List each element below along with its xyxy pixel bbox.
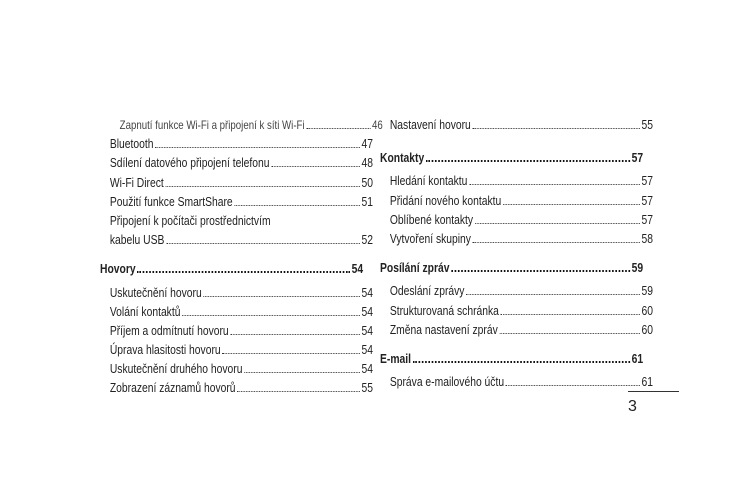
toc-leader <box>166 243 360 244</box>
toc-leader <box>137 271 350 273</box>
toc-entry[interactable] <box>100 135 373 154</box>
toc-entry[interactable] <box>100 284 373 303</box>
toc-leader <box>501 314 640 315</box>
toc-leader <box>473 242 640 243</box>
toc-entry-page: 51 <box>361 194 373 209</box>
toc-section-hovory[interactable] <box>100 260 363 279</box>
toc-entry[interactable] <box>380 373 653 392</box>
toc-leader <box>475 223 640 224</box>
toc-leader <box>237 391 360 392</box>
toc-entry-title: Strukturovaná schránka <box>389 303 499 318</box>
toc-section-title: E-mail <box>380 351 411 366</box>
toc-entry-page: 54 <box>361 343 373 358</box>
toc-entry[interactable] <box>380 321 653 340</box>
toc-entry-title: Volání kontaktů <box>109 304 181 319</box>
toc-entry-page: 48 <box>361 156 373 171</box>
toc-entry-page: 46 <box>372 118 383 132</box>
toc-leader <box>306 128 370 129</box>
toc-entry-title: Správa e-mailového účtu <box>389 375 505 390</box>
toc-left-column <box>100 116 383 399</box>
toc-entry-page: 59 <box>641 284 653 299</box>
toc-section-title: Hovory <box>100 262 136 277</box>
toc-leader <box>469 184 640 185</box>
toc-entry[interactable] <box>100 116 383 135</box>
toc-entry-page: 50 <box>361 175 373 190</box>
toc-entry[interactable] <box>380 211 653 230</box>
toc-section-title: Posílání zpráv <box>380 261 450 276</box>
toc-entry-title: Nastavení hovoru <box>389 118 471 132</box>
toc-entry-title: Bluetooth <box>109 137 154 152</box>
toc-entry-title: Zobrazení záznamů hovorů <box>109 381 236 396</box>
toc-entry-title: Změna nastavení zpráv <box>389 322 498 337</box>
toc-right-column <box>380 116 653 392</box>
toc-leader <box>203 296 359 297</box>
toc-section-page: 57 <box>631 151 644 166</box>
toc-leader <box>230 334 360 335</box>
toc-entry-page: 52 <box>361 233 373 248</box>
toc-entry-title: Wi-Fi Direct <box>109 175 164 190</box>
toc-entry-page: 60 <box>641 303 653 318</box>
toc-leader <box>472 128 639 129</box>
toc-entry-page: 61 <box>641 375 653 390</box>
toc-entry-page: 60 <box>641 322 653 337</box>
toc-entry-title: Úprava hlasitosti hovoru <box>109 343 221 358</box>
toc-entry[interactable] <box>100 174 373 193</box>
toc-entry-title: Připojení k počítači prostřednictvím <box>109 213 271 228</box>
toc-leader <box>155 147 360 148</box>
toc-leader <box>271 166 360 167</box>
toc-section-kontakty[interactable] <box>380 149 643 168</box>
toc-section-page: 59 <box>631 261 644 276</box>
toc-entry-title: Hledání kontaktu <box>389 174 468 189</box>
toc-entry-page: 47 <box>361 137 373 152</box>
toc-entry-title-cont: kabelu USB <box>109 233 165 248</box>
toc-entry-title: Uskutečnění hovoru <box>109 285 202 300</box>
toc-entry-title: Odeslání zprávy <box>389 284 465 299</box>
page-number-rule <box>628 391 679 392</box>
toc-leader <box>426 160 630 162</box>
toc-entry[interactable] <box>380 302 653 321</box>
toc-entry-title: Oblíbené kontakty <box>389 212 474 227</box>
toc-entry-page: 54 <box>361 323 373 338</box>
toc-leader <box>413 361 630 363</box>
toc-entry[interactable] <box>380 282 653 301</box>
toc-entry[interactable] <box>100 193 373 212</box>
toc-entry-title: Uskutečnění druhého hovoru <box>109 362 243 377</box>
toc-section-page: 54 <box>351 262 364 277</box>
toc-entry-title: Vytvoření skupiny <box>389 231 471 246</box>
toc-section-page: 61 <box>631 351 644 366</box>
toc-entry-first-line[interactable] <box>100 212 373 231</box>
toc-leader <box>499 333 639 334</box>
toc-section-title: Kontakty <box>380 151 425 166</box>
toc-entry-page: 57 <box>641 212 653 227</box>
toc-entry-page: 55 <box>361 381 373 396</box>
page-number: 3 <box>628 398 637 415</box>
toc-leader <box>451 270 630 272</box>
toc-entry-page: 55 <box>641 118 653 132</box>
toc-leader <box>234 205 359 206</box>
toc-leader <box>182 315 360 316</box>
toc-entry[interactable] <box>100 341 373 360</box>
toc-leader <box>503 204 640 205</box>
toc-section-posilani-zprav[interactable] <box>380 259 643 278</box>
toc-entry-page: 58 <box>641 231 653 246</box>
toc-entry[interactable] <box>100 379 373 398</box>
toc-entry[interactable] <box>100 322 373 341</box>
toc-entry[interactable] <box>380 116 653 135</box>
toc-entry-page: 54 <box>361 362 373 377</box>
toc-entry-title: Použití funkce SmartShare <box>109 194 233 209</box>
toc-entry-page: 57 <box>641 193 653 208</box>
toc-entry-title: Sdílení datového připojení telefonu <box>109 156 270 171</box>
toc-entry[interactable] <box>100 360 373 379</box>
toc-entry-page: 54 <box>361 285 373 300</box>
toc-entry-continuation[interactable] <box>100 231 373 250</box>
toc-entry[interactable] <box>100 154 373 173</box>
toc-leader <box>506 385 640 386</box>
toc-entry[interactable] <box>100 303 373 322</box>
toc-entry[interactable] <box>380 192 653 211</box>
toc-leader <box>466 294 640 295</box>
toc-leader <box>165 186 359 187</box>
toc-entry-title: Příjem a odmítnutí hovoru <box>109 323 229 338</box>
toc-entry-page: 57 <box>641 174 653 189</box>
toc-leader <box>222 353 360 354</box>
toc-entry[interactable] <box>380 172 653 191</box>
toc-section-e-mail[interactable] <box>380 350 643 369</box>
toc-entry-title: Zapnutí funkce Wi-Fi a připojení k síti Wi-Fi <box>119 118 305 132</box>
toc-entry[interactable] <box>380 230 653 249</box>
toc-entry-title: Přidání nového kontaktu <box>389 193 502 208</box>
toc-entry-page: 54 <box>361 304 373 319</box>
toc-leader <box>244 372 360 373</box>
